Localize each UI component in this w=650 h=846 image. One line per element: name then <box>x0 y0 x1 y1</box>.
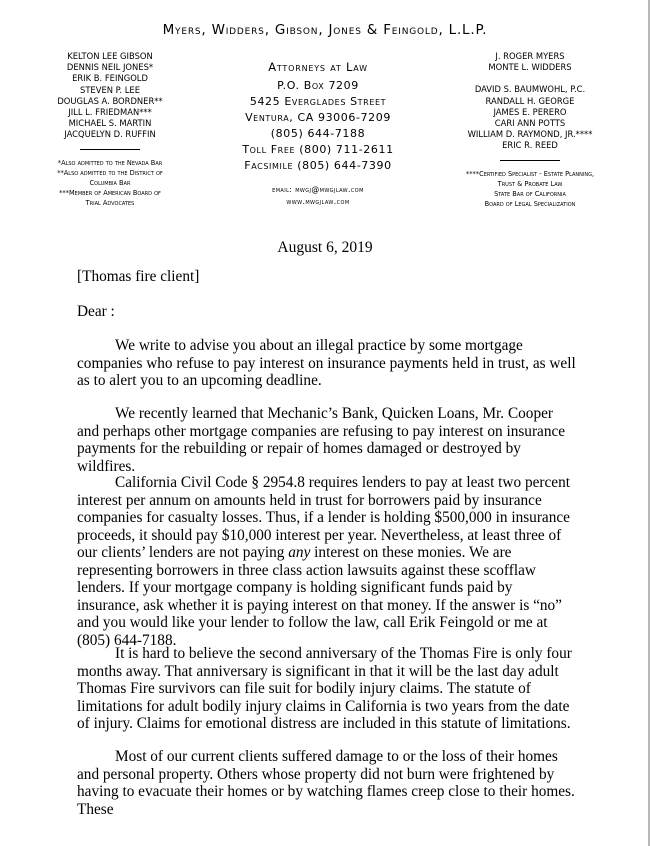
paragraph-civil-code <box>77 474 577 649</box>
attorney-name: DAVID S. BAUMWOHL, P.C. <box>474 84 586 95</box>
paragraph-text: interest on these monies. We are representing borrowers in three class action lawsuits against these scofflaw lenders. If your mortgage company is holding significant funds paid by insurance, ask whether it is paying interest on that money. If the answer is “no” and you would like your lender to follow the law, call Erik Feingold or me at (805) 644-7188. <box>77 544 562 649</box>
attorney-name: WILLIAM D. RAYMOND, JR.**** <box>467 129 593 140</box>
attorney-name: DOUGLAS A. BORDNER** <box>57 95 163 106</box>
footnote: State Bar of California <box>494 189 566 198</box>
attorney-name: DENNIS NEIL JONES* <box>66 62 154 73</box>
toll-free-line: Toll Free (800) 711-2611 <box>242 143 394 156</box>
attorney-name: JACQUELYN D. RUFFIN <box>64 129 156 140</box>
website: www.mwgjlaw.com <box>286 197 350 206</box>
attorney-name: MICHAEL S. MARTIN <box>68 118 152 129</box>
paragraph-text: California Civil Code § 2954.8 requires lenders to pay at least two percent interest per annum on amounts held in trust for borrowers paid by insurance companies for casualty losses. Thus, if a lender is holding $500,000 in insurance proceeds, it should pay $10,000 interest per year. Nevertheless, at least three of our clients’ lenders are not paying <box>77 474 570 561</box>
attorney-name: MONTE L. WIDDERS <box>488 62 572 73</box>
footnote: Trial Advocates <box>85 198 135 207</box>
right-attorney-column <box>430 51 630 209</box>
attorney-name: JILL L. FRIEDMAN*** <box>68 107 152 118</box>
attorney-name: JAMES E. PERERO <box>493 106 567 117</box>
email-address: email: mwgj@mwgjlaw.com <box>272 185 364 194</box>
phone-line: (805) 644-7188 <box>270 127 366 140</box>
paragraph-deadline: It is hard to believe the second anniversary of the Thomas Fire is only four months away. That anniversary is significant in that it will be the last day adult Thomas Fire survivors can file suit for bodily injury claims. The statute of limitations for adult bodily injury claims in California is two years from the date of injury. Claims for emotional distress are included in this statute of limitations. <box>77 645 572 732</box>
attorney-name: KELTON LEE GIBSON <box>67 51 153 61</box>
attorney-name: RANDALL H. GEORGE <box>485 95 575 106</box>
footnote: Trust & Probate Law <box>497 179 563 188</box>
left-footnotes <box>20 158 200 208</box>
divider <box>80 149 140 150</box>
firm-name: Myers, Widders, Gibson, Jones & Feingold, L.L.P. <box>162 22 488 38</box>
attorney-name: ERIK B. FEINGOLD <box>72 73 148 84</box>
left-attorney-column <box>20 51 200 208</box>
attorney-name: ERIC R. REED <box>502 140 558 151</box>
letter-date: August 6, 2019 <box>277 239 373 256</box>
fax-line: Facsimile (805) 644-7390 <box>244 159 392 172</box>
footnote: Columbia Bar <box>89 178 131 187</box>
footnote: ****Certified Specialist - Estate Planning, <box>465 169 595 178</box>
footnote: Board of Legal Specialization <box>484 199 576 208</box>
footnote: **Also admitted to the District of <box>57 168 163 177</box>
paragraph-mortgage-practice: We recently learned that Mechanic’s Bank, Quicken Loans, Mr. Cooper and perhaps other mortgage companies are refusing to pay interest on insurance payments for the rebuilding or repair of homes damaged or destroyed by wildfires. <box>77 405 566 475</box>
paragraph-clients: Most of our current clients suffered damage to or the loss of their homes and personal property. Others whose property did not burn were frightened by having to evacuate their homes or by watching flames creep close to their homes. These <box>77 748 575 818</box>
divider <box>500 160 560 161</box>
emphasis-text: any <box>288 544 311 561</box>
firm-title: Attorneys at Law <box>268 60 368 74</box>
attorney-name: J. ROGER MYERS <box>495 51 565 61</box>
footnote: ***Member of American Board of <box>59 188 161 197</box>
right-footnotes <box>430 169 630 209</box>
salutation: Dear : <box>77 303 115 320</box>
email-line <box>218 184 418 208</box>
attorney-name: CARI ANN POTTS <box>494 118 566 129</box>
recipient-line: [Thomas fire client] <box>77 268 200 285</box>
paragraph-intro: We write to advise you about an illegal practice by some mortgage companies who refuse to pay interest on insurance payments held in trust, as well as to alert you to an upcoming deadline. <box>77 337 576 389</box>
address-line: P.O. Box 7209 <box>277 79 359 92</box>
address-line: Ventura, CA 93006-7209 <box>245 111 391 124</box>
footnote: *Also admitted to the Nevada Bar <box>57 158 163 167</box>
firm-contact-column <box>218 60 418 208</box>
attorney-name: STEVEN P. LEE <box>80 84 140 95</box>
address-line: 5425 Everglades Street <box>249 95 387 108</box>
